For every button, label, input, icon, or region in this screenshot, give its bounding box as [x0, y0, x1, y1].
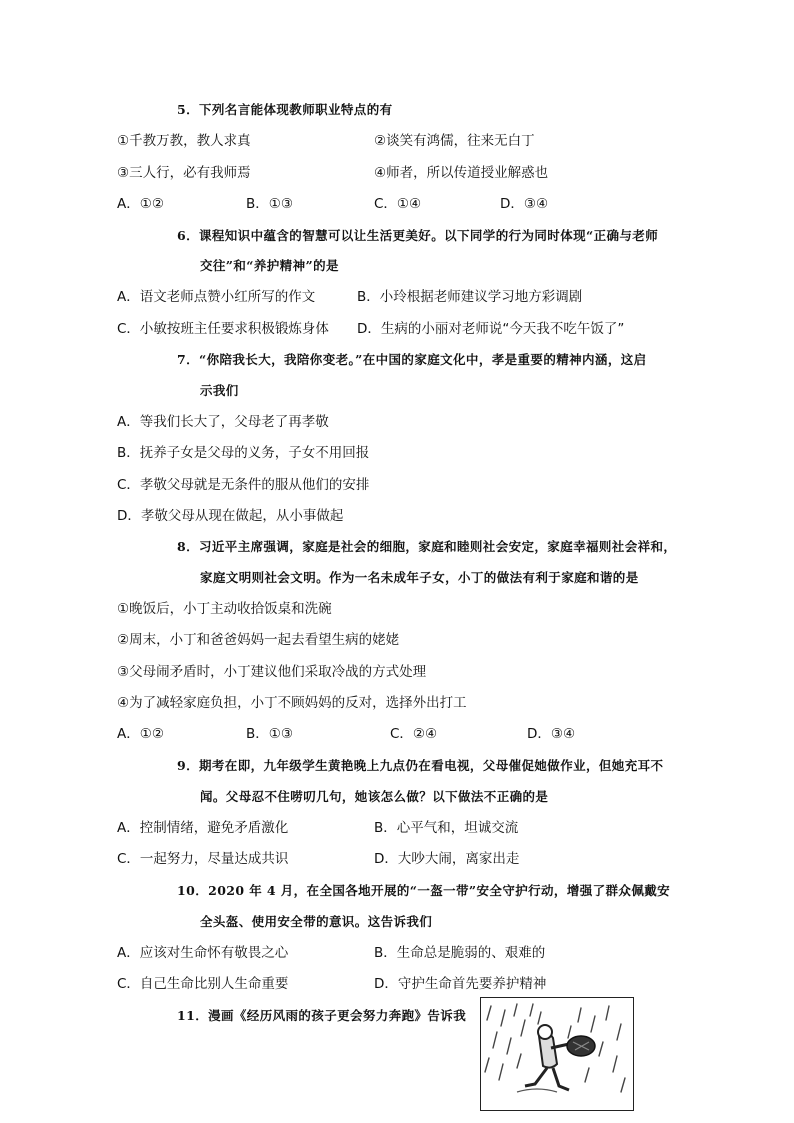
q9-option-b: B．心平气和，坦诚交流	[374, 820, 519, 836]
q10-stem-line1: 10．2020 年 4 月，在全国各地开展的“一盔一带”安全守护行动，增强了群众佩戴安	[177, 883, 671, 898]
q5-item-1: ①千教万教，教人求真	[117, 133, 251, 149]
q9-stem-line1: 9．期考在即，九年级学生黄艳晚上九点仍在看电视，父母催促她做作业，但她充耳不	[177, 758, 664, 773]
q8-item-2: ②周末，小丁和爸爸妈妈一起去看望生病的姥姥	[117, 632, 400, 648]
q8-stem-line2: 家庭文明则社会文明。作为一名未成年子女，小丁的做法有利于家庭和谐的是	[200, 570, 639, 585]
q8-stem-line1: 8．习近平主席强调，家庭是社会的细胞，家庭和睦则社会安定，家庭幸福则社会祥和，	[177, 539, 677, 554]
q7-option-d: D．孝敬父母从现在做起，从小事做起	[117, 508, 344, 524]
q6-option-b: B．小玲根据老师建议学习地方彩调剧	[357, 289, 583, 305]
q6-option-d: D．生病的小丽对老师说“今天我不吃午饭了”	[357, 321, 625, 337]
q8-item-1: ①晚饭后，小丁主动收拾饭桌和洗碗	[117, 601, 332, 617]
q10-option-c: C．自己生命比别人生命重要	[117, 976, 289, 992]
q5-option-b: B．①③	[246, 196, 293, 212]
running-child-in-rain-illustration	[481, 998, 633, 1110]
q9-stem-line2: 闻。父母忍不住唠叨几句，她该怎么做？以下做法不正确的是	[200, 789, 549, 804]
q5-item-4: ④师者，所以传道授业解惑也	[374, 165, 549, 181]
q10-option-a: A．应该对生命怀有敬畏之心	[117, 945, 289, 961]
q11-stem: 11．漫画《经历风雨的孩子更会努力奔跑》告诉我	[177, 1008, 467, 1023]
q10-option-d: D．守护生命首先要养护精神	[374, 976, 547, 992]
q5-stem: 5．下列名言能体现教师职业特点的有	[177, 102, 393, 117]
q8-option-c: C．②④	[390, 726, 438, 742]
q5-item-2: ②谈笑有鸿儒，往来无白丁	[374, 133, 535, 149]
q5-item-3: ③三人行，必有我师焉	[117, 165, 251, 181]
q6-stem-line2: 交往”和“养护精神”的是	[200, 258, 339, 273]
q8-option-b: B．①③	[246, 726, 293, 742]
q9-option-d: D．大吵大闹，离家出走	[374, 851, 520, 867]
q7-stem-line1: 7．“你陪我长大，我陪你变老。”在中国的家庭文化中，孝是重要的精神内涵，这启	[177, 352, 647, 367]
q6-option-c: C．小敏按班主任要求积极锻炼身体	[117, 321, 329, 337]
q9-option-a: A．控制情绪，避免矛盾激化	[117, 820, 289, 836]
cartoon-image	[480, 997, 634, 1111]
q9-option-c: C．一起努力，尽量达成共识	[117, 851, 289, 867]
q8-option-a: A．①②	[117, 726, 164, 742]
q8-option-d: D．③④	[527, 726, 576, 742]
q8-item-4: ④为了减轻家庭负担，小丁不顾妈妈的反对，选择外出打工	[117, 695, 467, 711]
q5-option-d: D．③④	[500, 196, 549, 212]
q6-option-a: A．语文老师点赞小红所写的作文	[117, 289, 316, 305]
q7-option-a: A．等我们长大了，父母老了再孝敬	[117, 414, 329, 430]
q8-item-3: ③父母闹矛盾时，小丁建议他们采取冷战的方式处理	[117, 664, 427, 680]
q5-option-a: A．①②	[117, 196, 164, 212]
q5-option-c: C．①④	[374, 196, 422, 212]
q10-stem-line2: 全头盔、使用安全带的意识。这告诉我们	[200, 914, 433, 929]
q7-option-c: C．孝敬父母就是无条件的服从他们的安排	[117, 477, 370, 493]
q10-option-b: B．生命总是脆弱的、艰难的	[374, 945, 546, 961]
q7-stem-line2: 示我们	[200, 383, 239, 398]
q6-stem-line1: 6．课程知识中蕴含的智慧可以让生活更美好。以下同学的行为同时体现“正确与老师	[177, 228, 659, 243]
q7-option-b: B．抚养子女是父母的义务，子女不用回报	[117, 445, 370, 461]
